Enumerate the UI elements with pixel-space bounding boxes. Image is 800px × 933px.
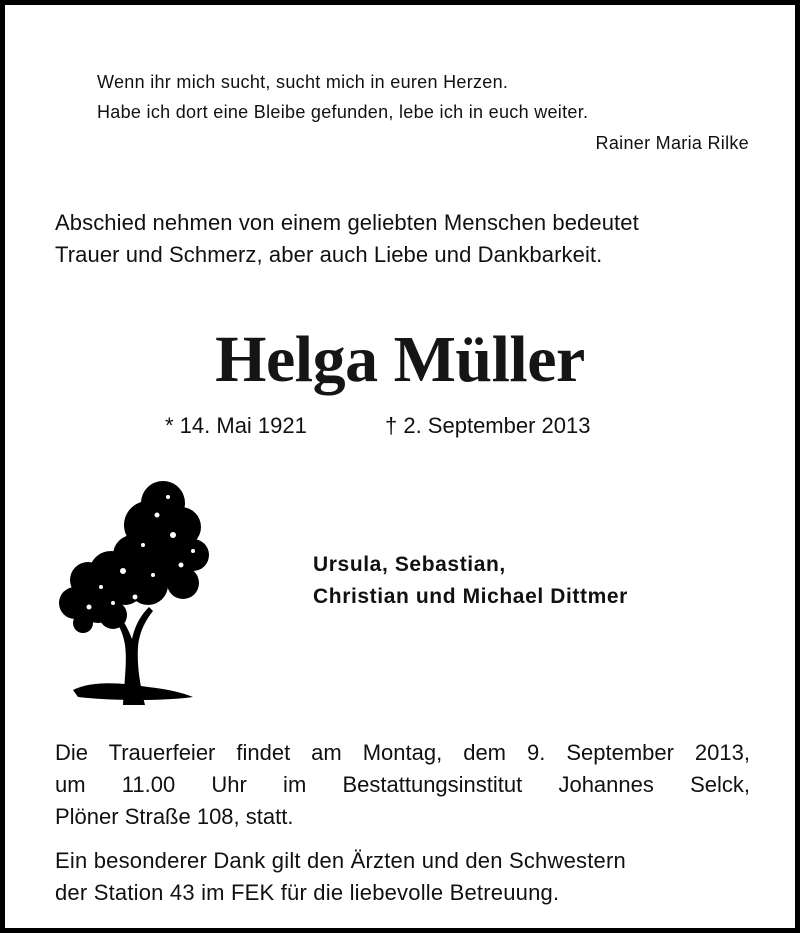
family-line-2: Christian und Michael Dittmer [313,585,628,608]
deceased-name: Helga Müller [215,323,585,396]
family-line-1: Ursula, Sebastian, [313,553,506,576]
thanks-line-1: Ein besonderer Dank gilt den Ärzten und den Schwestern [55,848,626,873]
rilke-quote [97,67,588,127]
ceremony-line-2: um 11.00 Uhr im Bestattungsinstitut Johannes Selck, [55,772,750,797]
death-date: † 2. September 2013 [385,413,591,438]
family-names [313,549,628,613]
quote-line-2: Habe ich dort eine Bleibe gefunden, lebe ich in euch weiter. [97,102,589,122]
ceremony-line-1: Die Trauerfeier findet am Montag, dem 9. September 2013, [55,740,750,765]
quote-author: Rainer Maria Rilke [595,133,749,153]
intro-line-1: Abschied nehmen von einem geliebten Menschen bedeutet [55,210,639,235]
quote-line-1: Wenn ihr mich sucht, sucht mich in euren Herzen. [97,72,509,92]
tree-icon [53,475,213,705]
ceremony-details [55,737,750,833]
ceremony-line-3: Plöner Straße 108, statt. [55,804,294,829]
thanks-text [55,845,626,909]
birth-date: * 14. Mai 1921 [165,413,307,438]
intro-line-2: Trauer und Schmerz, aber auch Liebe und Dankbarkeit. [55,242,603,267]
thanks-line-2: der Station 43 im FEK für die liebevolle Betreuung. [55,880,560,905]
intro-text [55,207,755,271]
